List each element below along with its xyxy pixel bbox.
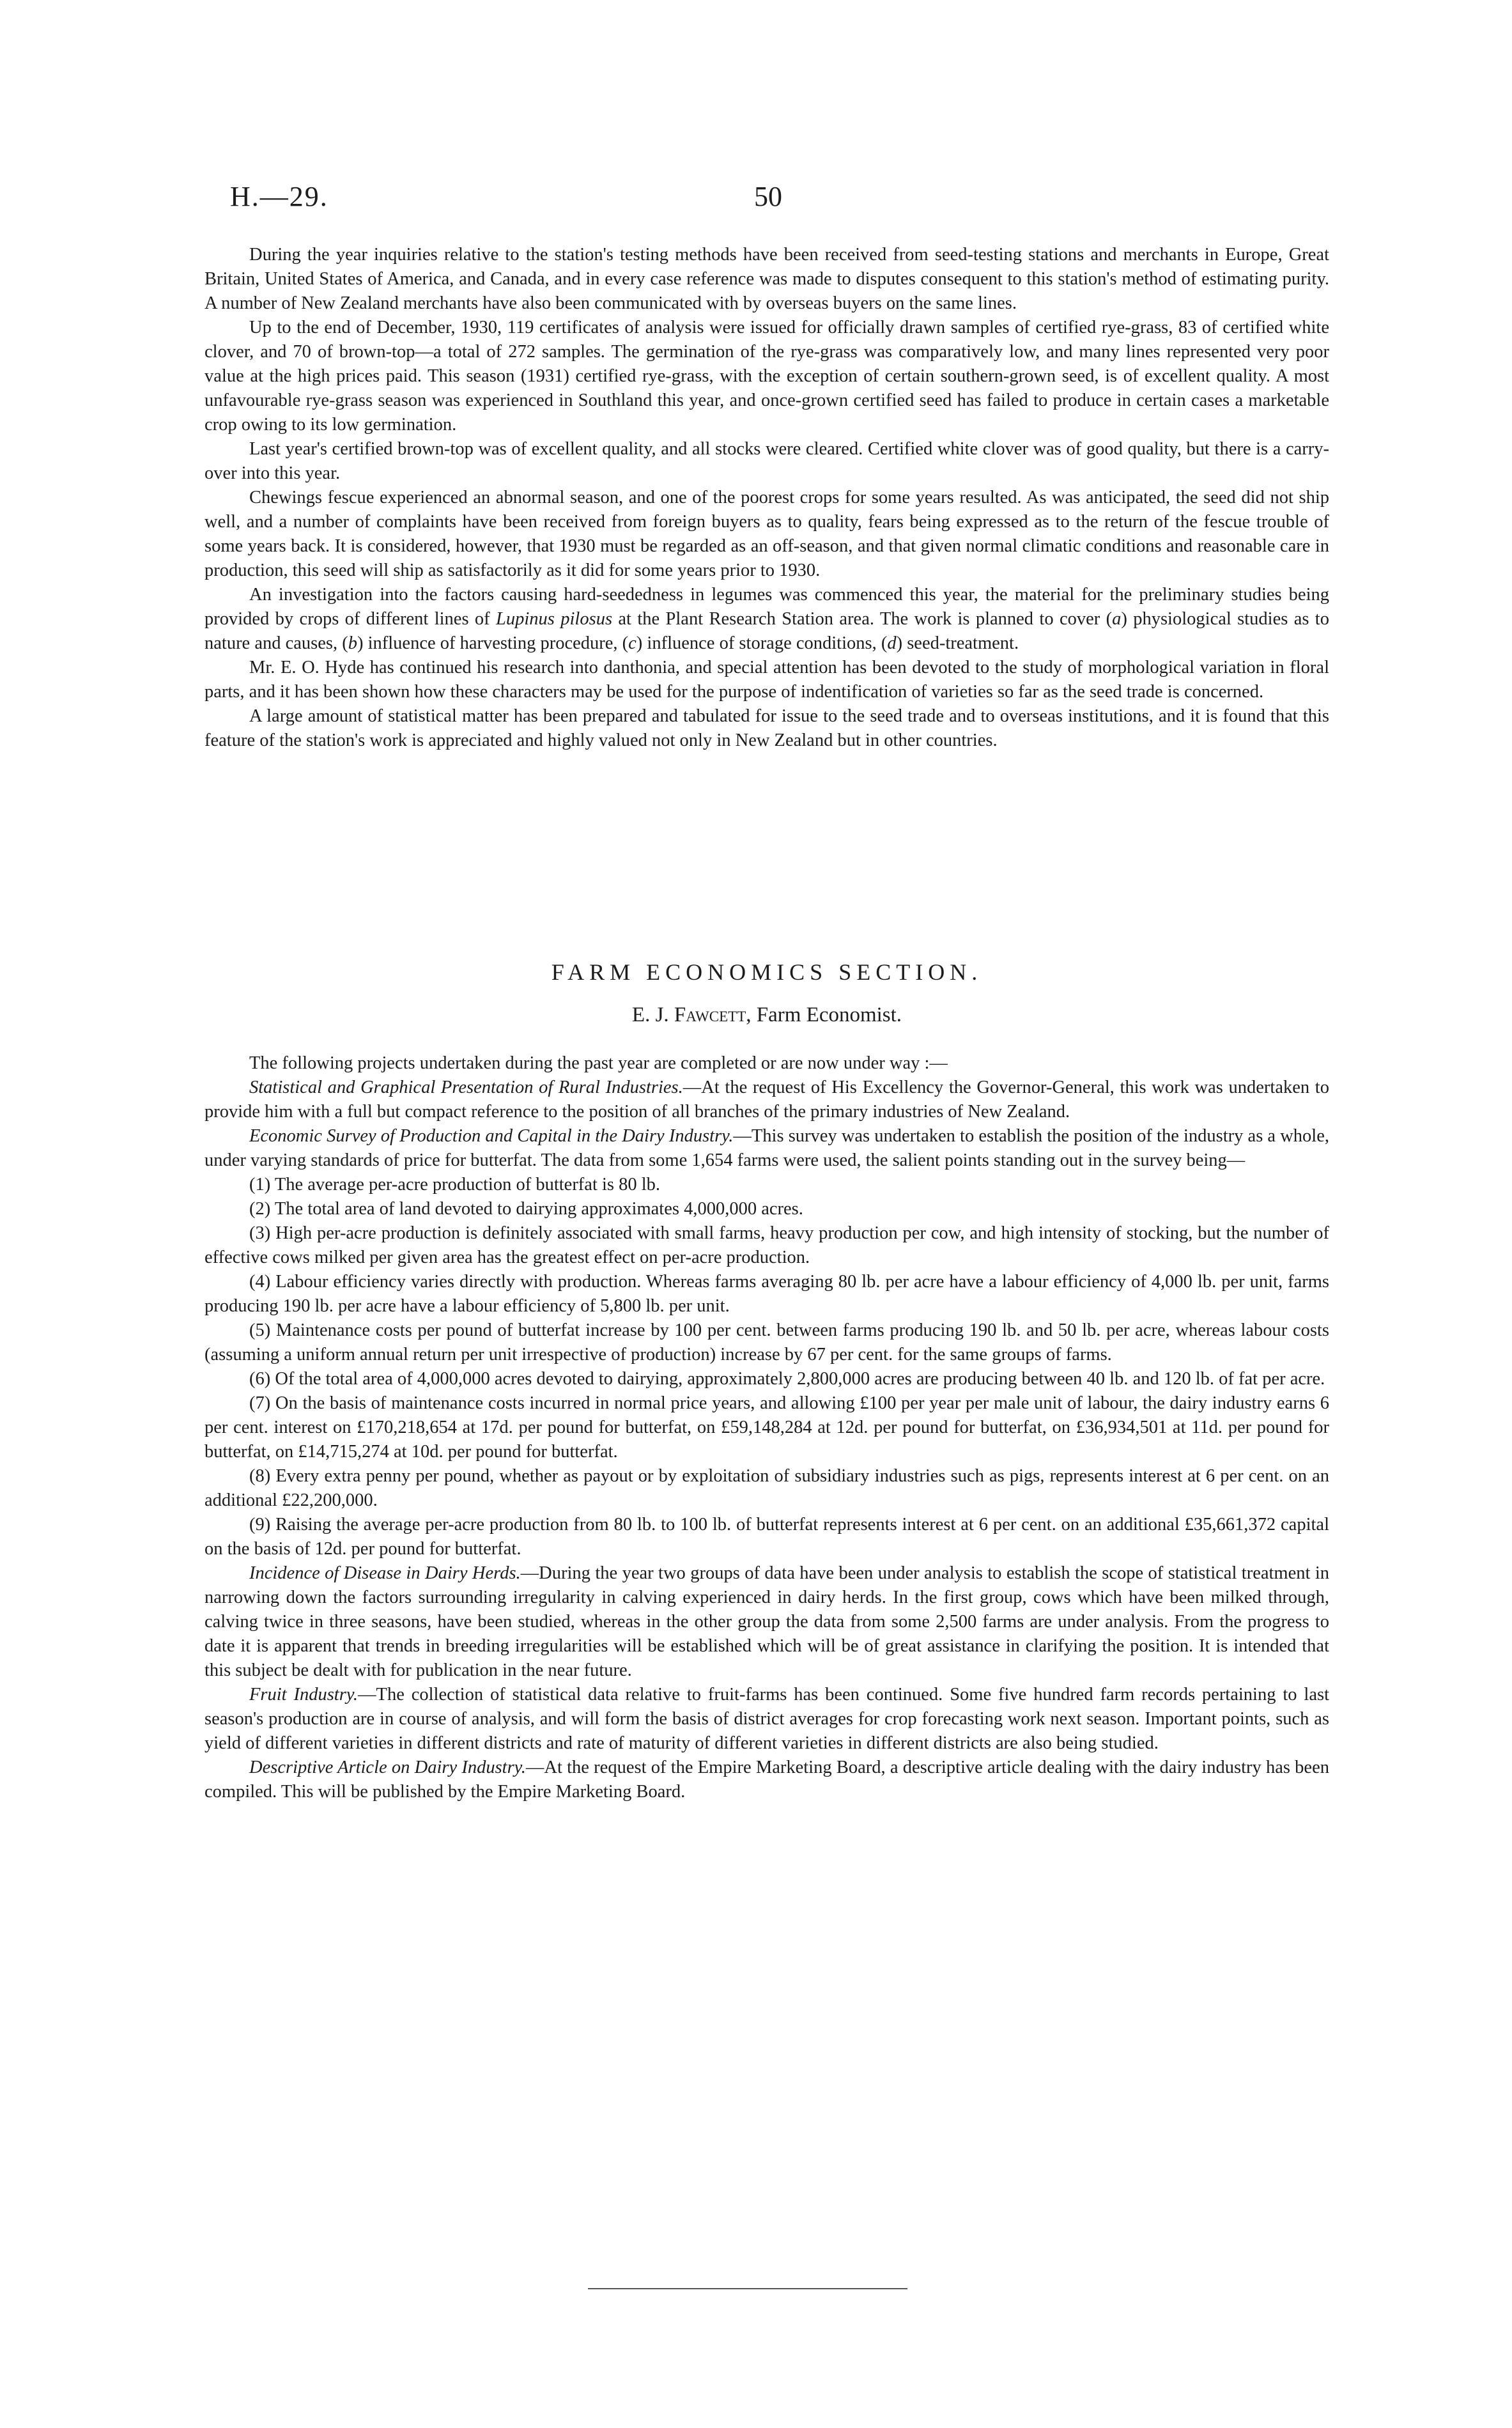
intro-paragraph: The following projects undertaken during the past year are completed or are now under way :— [249, 1053, 948, 1073]
paragraph: Mr. E. O. Hyde has continued his research into danthonia, and special attention has been devoted to the study of morphological variation in floral parts, and it has been shown how these characters may be used for the purpose of indentification of varieties so far as the seed trade is concerned. [204, 658, 1329, 702]
project-heading: Fruit Industry. [249, 1685, 359, 1705]
project-heading: Statistical and Graphical Presentation of Rural Industries. [249, 1078, 683, 1097]
end-rule [588, 2288, 907, 2289]
project-heading: Incidence of Disease in Dairy Herds. [249, 1563, 521, 1583]
survey-point: (2) The total area of land devoted to dairying approximates 4,000,000 acres. [249, 1199, 803, 1219]
survey-point: (9) Raising the average per-acre production from 80 lb. to 100 lb. of butterfat represents interest at 6 per cent. on an additional £35,661,372 capital on the basis of 12d. per pound for butterfat. [204, 1515, 1329, 1559]
seed-testing-section [204, 243, 1329, 753]
survey-point: (1) The average per-acre production of butterfat is 80 lb. [249, 1175, 661, 1195]
statistical-paragraph [204, 1076, 1329, 1124]
survey-point: (4) Labour efficiency varies directly with production. Whereas farms averaging 80 lb. per acre have a labour efficiency of 4,000 lb. per unit, farms producing 190 lb. per acre have a labour efficiency of 5,800 lb. per unit. [204, 1272, 1329, 1316]
list-letter: a [1112, 609, 1122, 629]
paragraph: Last year's certified brown-top was of excellent quality, and all stocks were cleared. Certified white clover was of good quality, but there is a carry-over into this year. [204, 439, 1329, 483]
project-heading: Economic Survey of Production and Capital in the Dairy Industry. [249, 1126, 734, 1146]
list-letter: b [348, 633, 357, 653]
hardseed-text: at the Plant Research Station area. The work is planned to cover ( [612, 609, 1113, 629]
survey-point: (5) Maintenance costs per pound of butterfat increase by 100 per cent. between farms producing 190 lb. and 50 lb. per acre, whereas labour costs (assuming a uniform annual return per unit irrespective of production) increase by 67 per cent. for the same groups of farms. [204, 1320, 1329, 1365]
fruit-paragraph [204, 1683, 1329, 1756]
section-title: FARM ECONOMICS SECTION. [551, 959, 983, 985]
author-line [204, 1003, 1329, 1027]
paragraph: A large amount of statistical matter has been prepared and tabulated for issue to the seed trade and to overseas institutions, and it is found that this feature of the station's work is appreciated and highly valued not only in New Zealand but in other countries. [204, 706, 1329, 750]
hardseed-paragraph [204, 583, 1329, 656]
hardseed-text: ) influence of harvesting procedure, ( [357, 633, 629, 653]
survey-point: (8) Every extra penny per pound, whether as payout or by exploitation of subsidiary industries such as pigs, represents interest at 6 per cent. on an additional £22,200,000. [204, 1466, 1329, 1510]
survey-point: (3) High per-acre production is definitely associated with small farms, heavy production per cow, and high intensity of stocking, but the number of effective cows milked per given area has the greatest effect on per-acre production. [204, 1223, 1329, 1267]
author-role: , Farm Economist. [746, 1003, 902, 1026]
list-letter: d [887, 633, 897, 653]
project-heading: Descriptive Article on Dairy Industry. [249, 1758, 526, 1777]
project-text: —This survey was undertaken to establish the position of the industry as a whole, under varying standards of price for butterfat. The data from some 1,654 farms were used, the salient points standing out in the survey being— [204, 1126, 1329, 1170]
paragraph: Chewings fescue experienced an abnormal season, and one of the poorest crops for some years resulted. As was anticipated, the seed did not ship well, and a number of complaints have been received from foreign buyers as to quality, fears being expressed as to the return of the fescue trouble of some years back. It is considered, however, that 1930 must be regarded as an off-season, and that given normal climatic conditions and reasonable care in production, this seed will ship as satisfactorily as it did for some years prior to 1930. [204, 488, 1329, 580]
list-letter: c [628, 633, 636, 653]
hardseed-text: An investigation into the factors causing hard-seededness in legumes was commenced this year, the material for the preliminary studies being provided by crops of different lines of [204, 585, 1329, 629]
author-name: E. J. Fawcett [631, 1003, 746, 1026]
survey-point: (6) Of the total area of 4,000,000 acres devoted to dairying, approximately 2,800,000 acres are producing between 40 lb. and 120 lb. of fat per acre. [249, 1369, 1325, 1389]
survey-paragraph [204, 1124, 1329, 1173]
paragraph: During the year inquiries relative to the station's testing methods have been received from seed-testing stations and merchants in Europe, Great Britain, United States of America, and Canada, and in every case reference was made to disputes consequent to this station's method of estimating purity. A number of New Zealand merchants have also been communicated with by overseas buyers on the same lines. [204, 245, 1329, 313]
project-text: —At the request of the Empire Marketing Board, a descriptive article dealing with the dairy industry has been compiled. This will be published by the Empire Marketing Board. [204, 1758, 1329, 1802]
survey-point: (7) On the basis of maintenance costs incurred in normal price years, and allowing £100 per year per male unit of labour, the dairy industry earns 6 per cent. interest on £170,218,654 at 17d. per pound for butterfat, on £59,148,284 at 12d. per pound for butterfat, on £36,934,501 at 11d. per pound for butterfat, on £14,715,274 at 10d. per pound for butterfat. [204, 1393, 1329, 1462]
hardseed-text: ) physiological studies as to nature and causes, ( [204, 609, 1329, 653]
paragraph: Up to the end of December, 1930, 119 certificates of analysis were issued for officially drawn samples of certified rye-grass, 83 of certified white clover, and 70 of brown-top—a total of 272 samples. The germination of the rye-grass was comparatively low, and many lines represented very poor value at the high prices paid. This season (1931) certified rye-grass, with the exception of certain southern-grown seed, is of excellent quality. A most unfavourable rye-grass season was experienced in Southland this year, and once-grown certified seed has failed to produce in certain cases a marketable crop owing to its low germination. [204, 318, 1329, 435]
species-name: Lupinus pilosus [496, 609, 613, 629]
document-reference: H.—29. [230, 181, 328, 212]
hardseed-text: ) seed-treatment. [896, 633, 1019, 653]
hardseed-text: ) influence of storage conditions, ( [636, 633, 888, 653]
descriptive-paragraph [204, 1756, 1329, 1804]
project-text: —The collection of statistical data relative to fruit-farms has been continued. Some five hundred farm records pertaining to last season's production are in course of analysis, and will form the basis of district averages for crop forecasting work next season. Important points, such as yield of different varieties in different districts and rate of maturity of different varieties in different districts are also being studied. [204, 1685, 1329, 1753]
farm-economics-section [204, 1051, 1329, 1804]
disease-paragraph [204, 1561, 1329, 1683]
project-text: —At the request of His Excellency the Governor-General, this work was undertaken to provide him with a full but compact reference to the position of all branches of the primary industries of New Zealand. [204, 1078, 1329, 1122]
page-number: 50 [754, 181, 782, 212]
project-text: —During the year two groups of data have been under analysis to establish the scope of statistical treatment in narrowing down the factors surrounding irregularity in calving experienced in dairy herds. In the first group, cows which have been milked through, calving twice in three seasons, have been studied, whereas in the other group the data from some 2,500 farms are under analysis. From the progress to date it is apparent that trends in breeding irregularities will be established which will be of great assistance in clarifying the position. It is intended that this subject be dealt with for publication in the near future. [204, 1563, 1329, 1680]
